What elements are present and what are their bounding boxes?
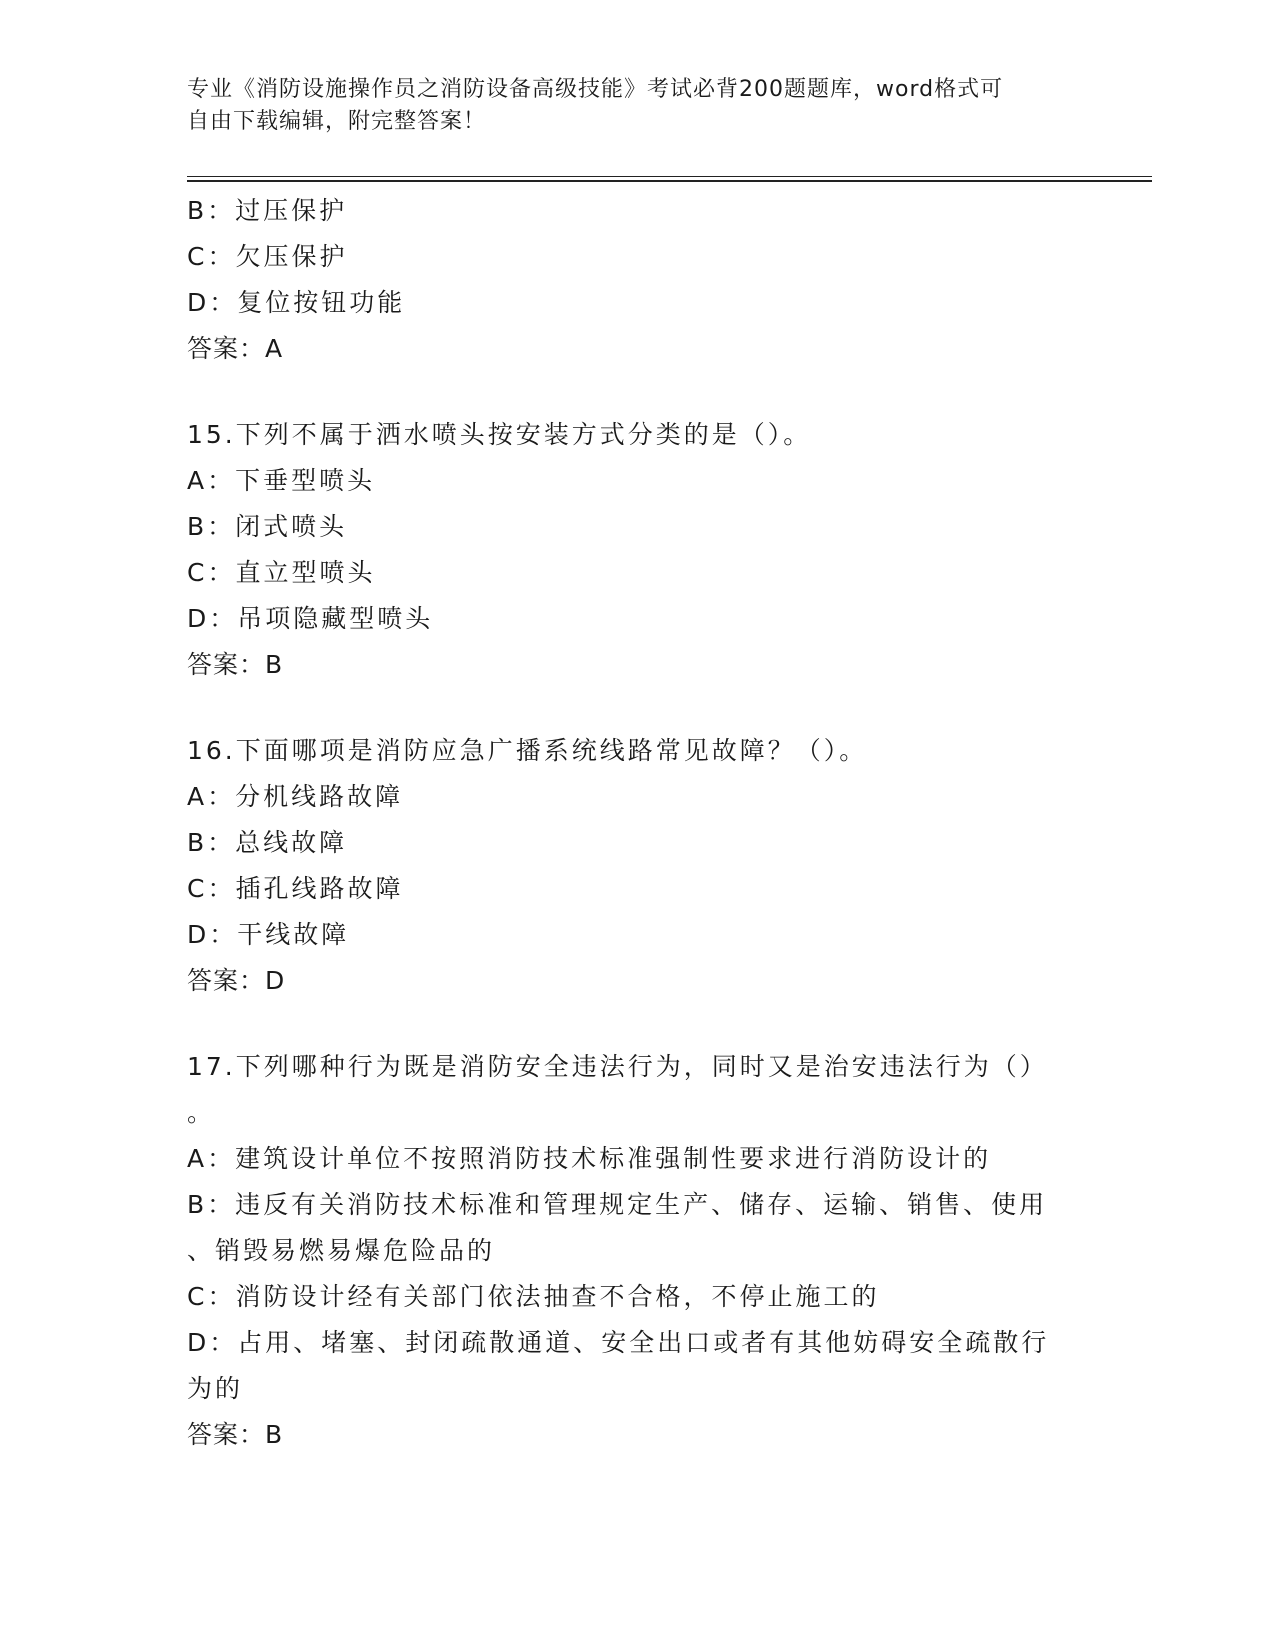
question-list — [187, 188, 1087, 1458]
option-b: B：闭式喷头 — [187, 512, 348, 541]
option-b-line-1: B：违反有关消防技术标准和管理规定生产、储存、运输、销售、使用 — [187, 1190, 1048, 1219]
option-c: C：消防设计经有关部门依法抽查不合格，不停止施工的 — [187, 1282, 880, 1311]
spacer — [187, 1004, 1087, 1044]
option-b: B：总线故障 — [187, 828, 348, 857]
option-c: C：欠压保护 — [187, 242, 348, 271]
option-b: B：过压保护 — [187, 196, 348, 225]
option-d: D：干线故障 — [187, 920, 350, 949]
question-stem: 16.下面哪项是消防应急广播系统线路常见故障？（）。 — [187, 736, 868, 765]
spacer — [187, 372, 1087, 412]
answer: 答案：B — [187, 1420, 284, 1449]
question-stem: 15.下列不属于洒水喷头按安装方式分类的是（）。 — [187, 420, 812, 449]
option-d-line-1: D：占用、堵塞、封闭疏散通道、安全出口或者有其他妨碍安全疏散行 — [187, 1328, 1050, 1357]
question-15 — [187, 412, 1087, 688]
option-d-line-2: 为的 — [187, 1374, 244, 1403]
spacer — [187, 688, 1087, 728]
option-a: A：分机线路故障 — [187, 782, 404, 811]
question-stem-line-1: 17.下列哪种行为既是消防安全违法行为，同时又是治安违法行为（） — [187, 1052, 1048, 1081]
header-line-2: 自由下载编辑，附完整答案！ — [187, 109, 487, 134]
option-a: A：下垂型喷头 — [187, 466, 376, 495]
header-divider-thin — [187, 176, 1152, 177]
document-header — [187, 74, 1067, 138]
answer: 答案：D — [187, 966, 286, 995]
option-c: C：插孔线路故障 — [187, 874, 404, 903]
question-16 — [187, 728, 1087, 1004]
header-line-1: 专业《消防设施操作员之消防设备高级技能》考试必背200题题库，word格式可 — [187, 77, 1004, 102]
question-stem-line-2: 。 — [187, 1098, 216, 1127]
question-14-remainder — [187, 188, 1087, 372]
answer: 答案：B — [187, 650, 284, 679]
option-c: C：直立型喷头 — [187, 558, 376, 587]
option-b-line-2: 、销毁易燃易爆危险品的 — [187, 1236, 496, 1265]
question-17 — [187, 1044, 1087, 1458]
option-d: D：复位按钮功能 — [187, 288, 406, 317]
header-divider-thick — [187, 180, 1152, 182]
option-d: D：吊项隐藏型喷头 — [187, 604, 434, 633]
answer: 答案：A — [187, 334, 284, 363]
option-a: A：建筑设计单位不按照消防技术标准强制性要求进行消防设计的 — [187, 1144, 992, 1173]
